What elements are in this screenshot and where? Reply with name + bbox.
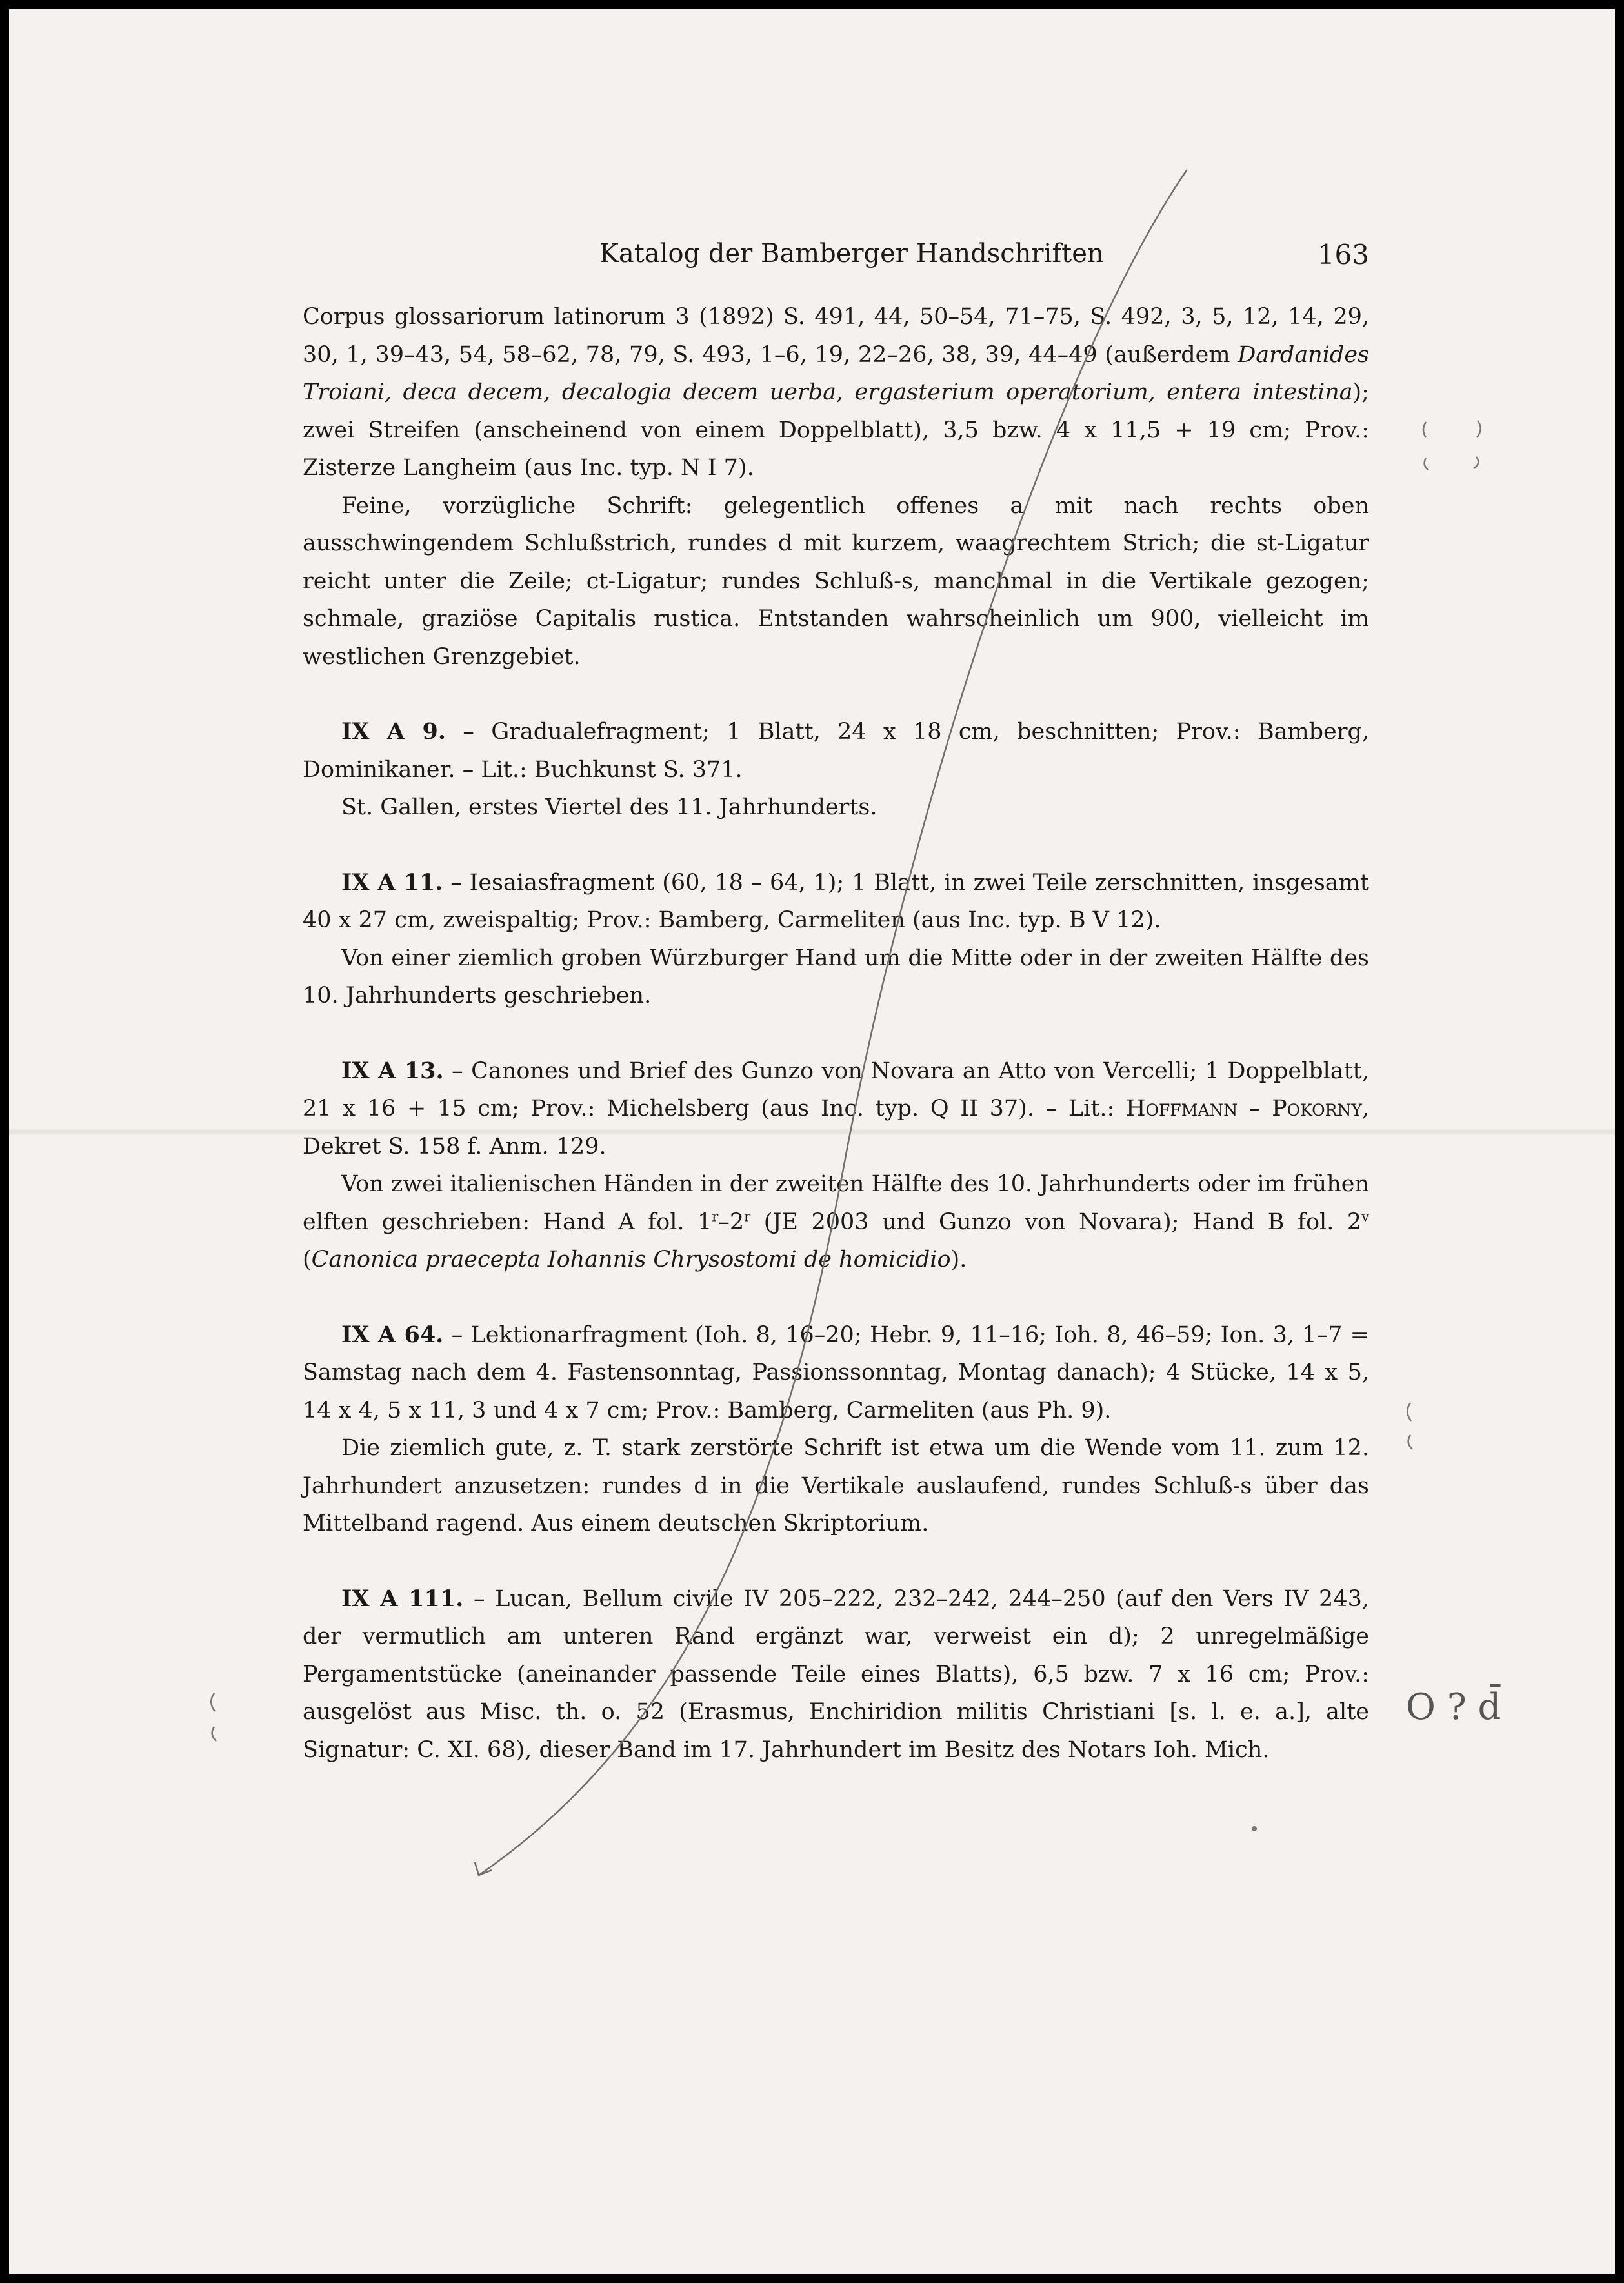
catalog-entry-ix-a-9	[303, 713, 1369, 827]
shelfmark: IX A 111.	[341, 1585, 464, 1612]
shelfmark: IX A 64.	[341, 1321, 444, 1348]
page-header	[303, 227, 1369, 279]
shelfmark: IX A 13.	[341, 1057, 444, 1084]
margin-annotation: O ? d̄	[1406, 1686, 1501, 1728]
entry-note: St. Gallen, erstes Viertel des 11. Jahrhunderts.	[341, 794, 877, 820]
catalog-entry-ix-a-111	[303, 1580, 1369, 1769]
entry-description: IX A 13. – Canones und Brief des Gunzo von Novara an Atto von Vercelli; 1 Doppelblatt, 21 x 16 + 15 cm; Prov.: Michelsberg (aus Inc. typ. Q II 37). – Lit.: Hoffmann – Pokorny, Dekret S. 158 f. Anm. 129.	[303, 1057, 1369, 1160]
scanned-page	[9, 9, 1615, 2274]
catalog-entry-ix-a-11	[303, 864, 1369, 1015]
running-title: Katalog der Bamberger Handschriften	[599, 239, 1104, 268]
author-small-caps: Hoffmann – Pokorny	[1126, 1096, 1362, 1121]
pencil-bracket-mark	[1407, 1403, 1412, 1449]
entry-description: IX A 11. – Iesaiasfragment (60, 18 – 64, 1); 1 Blatt, in zwei Teile zerschnitten, insgesamt 40 x 27 cm, zweispaltig; Prov.: Bamberg, Carmeliten (aus Inc. typ. B V 12).	[303, 869, 1369, 933]
catalog-entry-ix-a-13	[303, 1052, 1369, 1279]
entry-description: IX A 64. – Lektionarfragment (Ioh. 8, 16–20; Hebr. 9, 11–16; Ioh. 8, 46–59; Ion. 3, 1–7 = Samstag nach dem 4. Fastensonntag, Passionssonntag, Montag danach); 4 Stücke, 14 x 5, 14 x 4, 5 x 11, 3 und 4 x 7 cm; Prov.: Bamberg, Carmeliten (aus Ph. 9).	[303, 1321, 1369, 1423]
script-description: Feine, vorzügliche Schrift: gelegentlich offenes a mit nach rechts oben ausschwingendem Schlußstrich, rundes d mit kurzem, waagrechtem Strich; die st-Ligatur reicht unter die Zeile; ct-Ligatur; rundes Schluß-s, manchmal in die Vertikale gezogen; schmale, graziöse Capitalis rustica. Entstanden wahrscheinlich um 900, vielleicht im westlichen Grenzgebiet.	[303, 492, 1369, 670]
page-number: 163	[1317, 239, 1369, 270]
shelfmark: IX A 11.	[341, 869, 443, 896]
catalog-text	[303, 298, 1369, 1769]
entry-description: IX A 9. – Gradualefragment; 1 Blatt, 24 x 18 cm, beschnitten; Prov.: Bamberg, Dominikaner. – Lit.: Buchkunst S. 371.	[303, 718, 1370, 783]
entry-note: Die ziemlich gute, z. T. stark zerstörte Schrift ist etwa um die Wende vom 11. zum 12. Jahrhundert anzusetzen: rundes d in die Vertikale auslaufend, rundes Schluß-s über das Mittelband ragend. Aus einem deutschen Skriptorium.	[303, 1435, 1369, 1536]
entry-description: IX A 111. – Lucan, Bellum civile IV 205–222, 232–242, 244–250 (auf den Vers IV 243, der vermutlich am unteren Rand ergänzt war, verweist ein d); 2 unregelmäßige Pergamentstücke (aneinander passende Teile eines Blatts), 6,5 bzw. 7 x 16 cm; Prov.: ausgelöst aus Misc. th. o. 52 (Erasmus, Enchiridion militis Christiani [s. l. e. a.], alte Signatur: C. XI. 68), dieser Band im 17. Jahrhundert im Besitz des Notars Ioh. Mich.	[303, 1585, 1369, 1763]
entry-note: Von einer ziemlich groben Würzburger Hand um die Mitte oder in der zweiten Hälfte des 10. Jahrhunderts geschrieben.	[303, 945, 1369, 1009]
italic-glosses: Dardanides Troiani, deca decem, decalogia decem uerba, ergasterium operatorium, entera intestina	[303, 341, 1369, 405]
pencil-bracket-mark	[1474, 421, 1481, 468]
entry-note: Von zwei italienischen Händen in der zweiten Hälfte des 10. Jahrhunderts oder im frühen elften geschrieben: Hand A fol. 1$^r$–2$^r$ (JE 2003 und Gunzo von Novara); Hand B fol. 2$^v$ (Canonica praecepta Iohannis Chrysostomi de homicidio).	[303, 1171, 1369, 1272]
pencil-hook-mark	[475, 1862, 492, 1875]
catalog-entry-ix-a-64	[303, 1316, 1369, 1543]
pencil-dot	[1252, 1826, 1257, 1831]
pencil-bracket-mark	[211, 1693, 216, 1741]
intro-paragraph: Corpus glossariorum latinorum 3 (1892) S. 491, 44, 50–54, 71–75, S. 492, 3, 5, 12, 14, 29, 30, 1, 39–43, 54, 58–62, 78, 79, S. 493, 1–6, 19, 22–26, 38, 39, 44–49 (außerdem Dardanides Troiani, deca decem, decalogia decem uerba, ergasterium operatorium, entera intestina); zwei Streifen (anscheinend von einem Doppelblatt), 3,5 bzw. 4 x 11,5 + 19 cm; Prov.: Zisterze Langheim (aus Inc. typ. N I 7).	[303, 304, 1369, 481]
shelfmark: IX A 9.	[341, 718, 446, 745]
pencil-bracket-mark	[1423, 422, 1428, 470]
